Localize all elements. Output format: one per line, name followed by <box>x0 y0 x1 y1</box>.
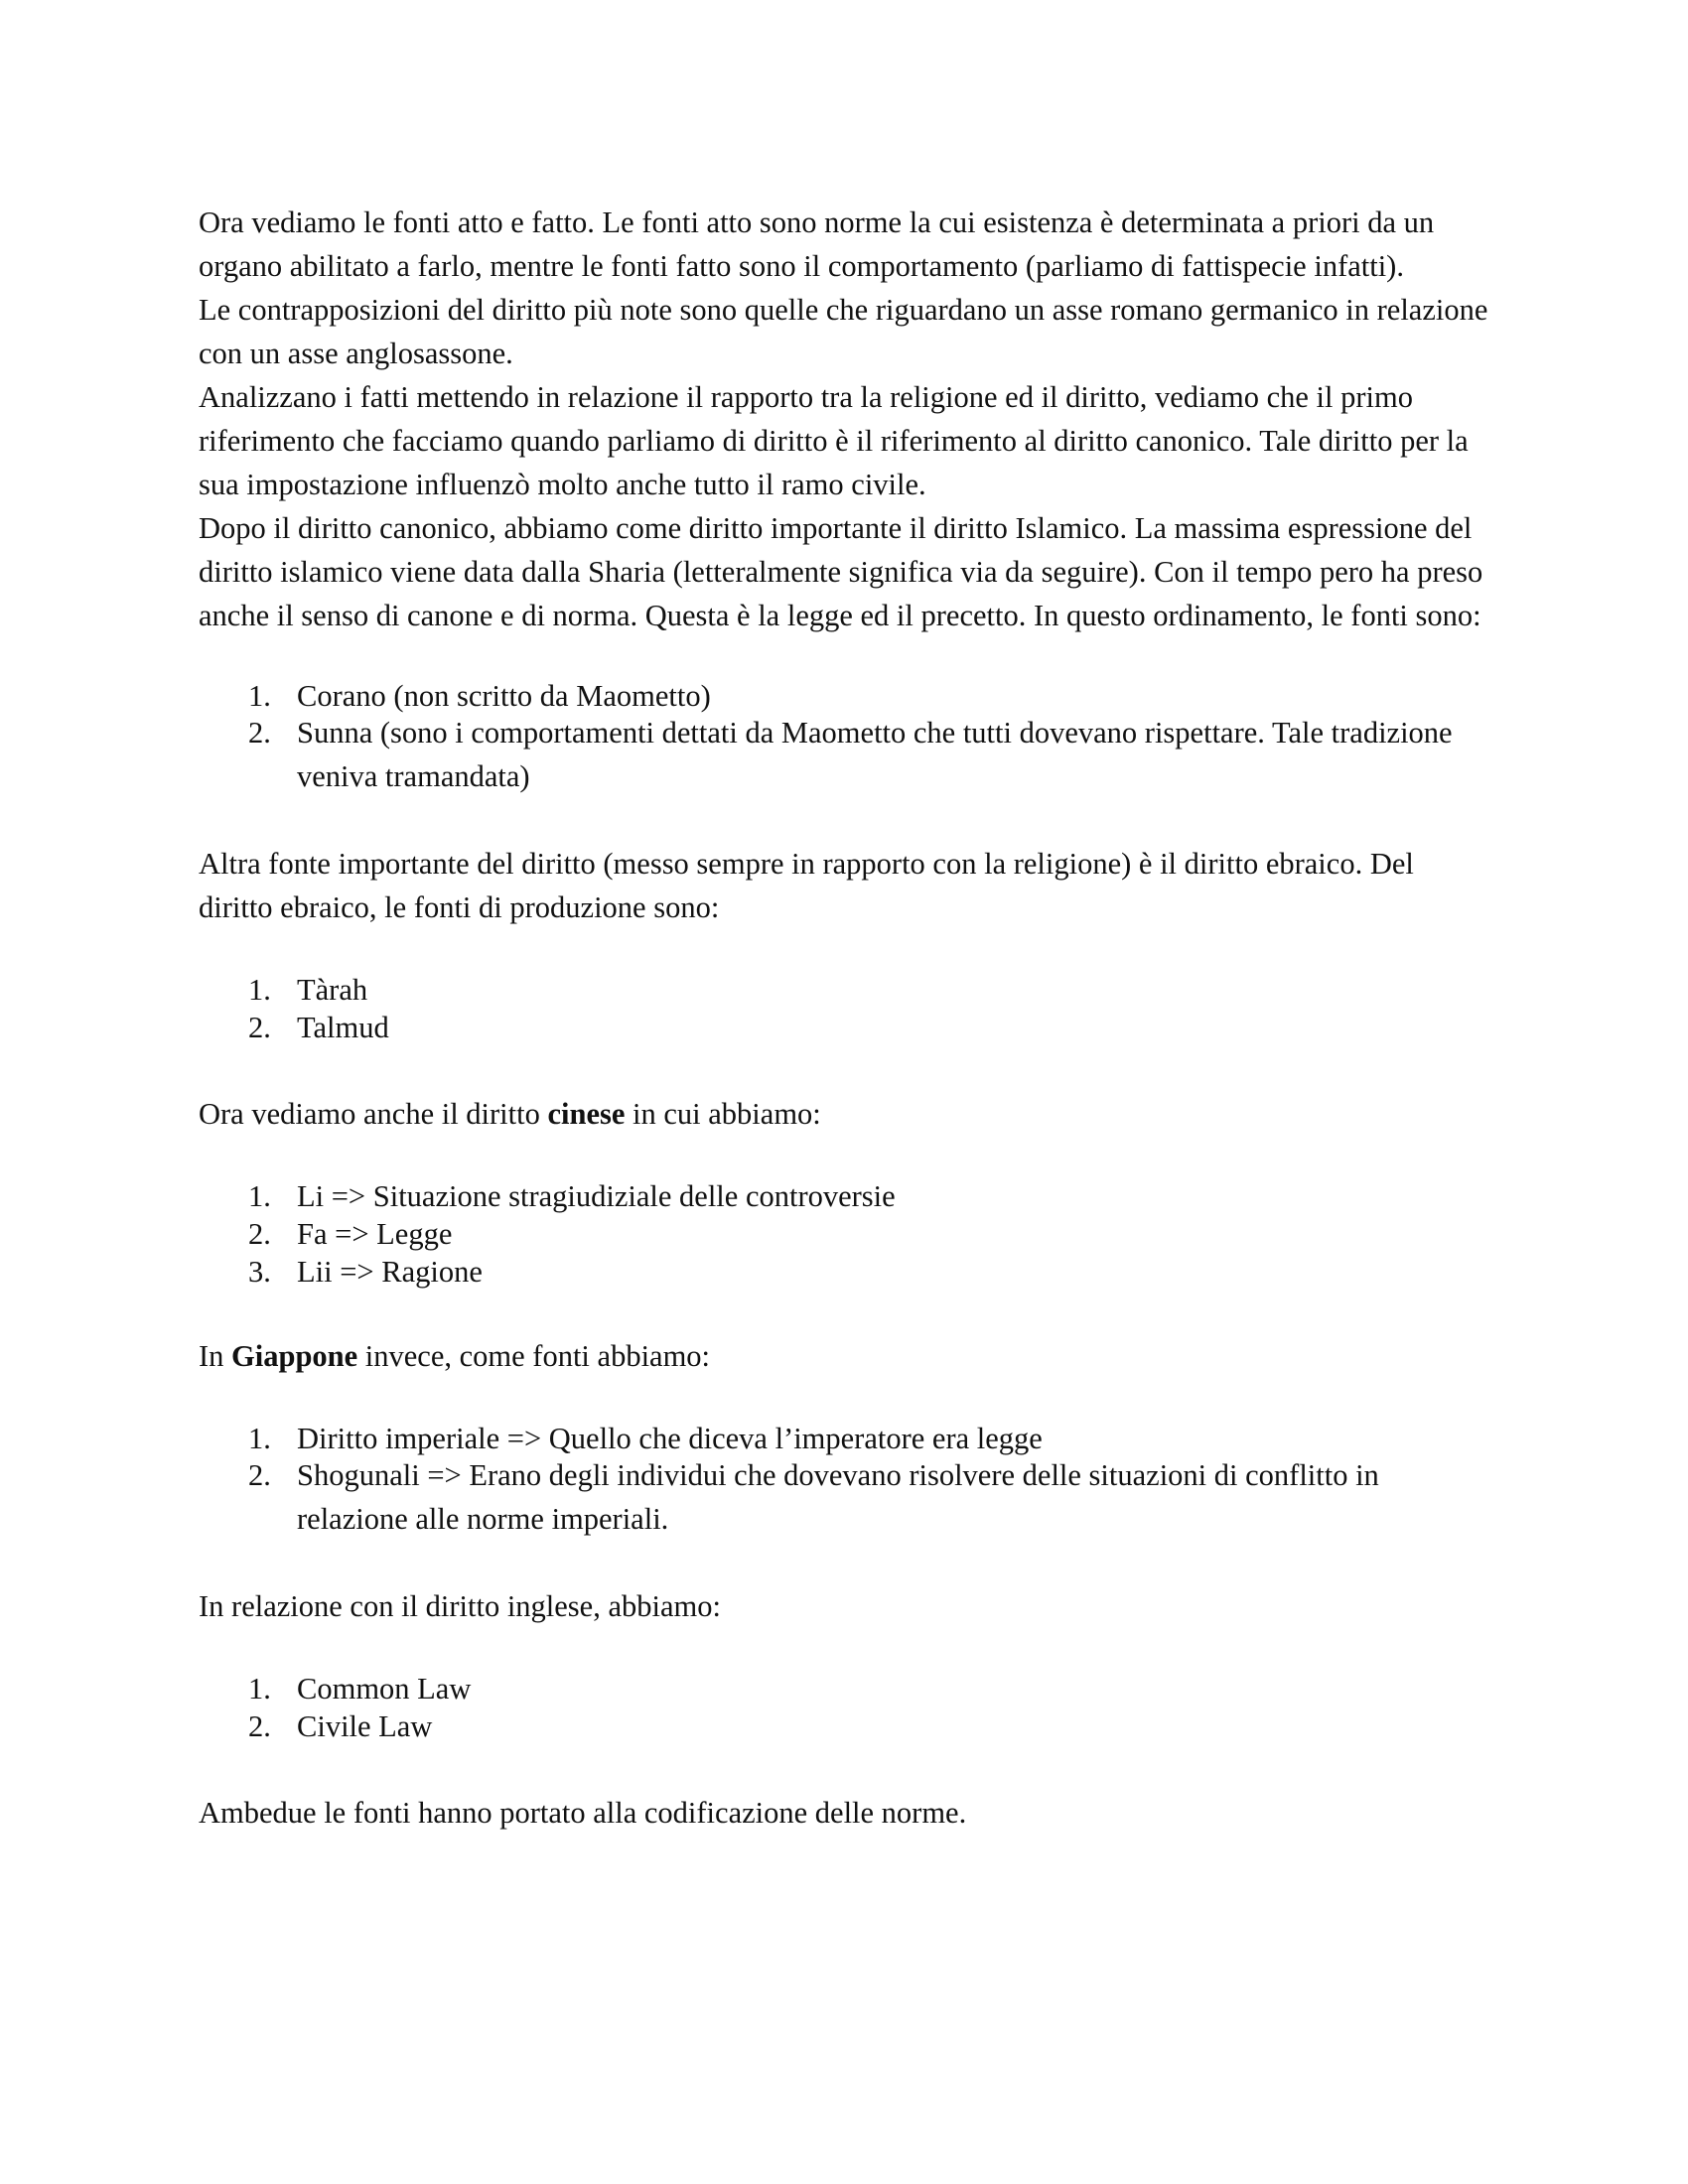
document-page <box>199 201 1489 1835</box>
list-item: 2. Civile Law <box>248 1709 433 1743</box>
list-item: 1. Corano (non scritto da Maometto) <box>248 679 711 713</box>
list-item-text: Talmud <box>297 1011 389 1044</box>
hebrew-intro-paragraph: Altra fonte importante del diritto (messo sempre in rapporto con la religione) è il diritto ebraico. Del diritto ebraico, le fonti di produzione sono: <box>199 847 1414 924</box>
conclusion-paragraph: Ambedue le fonti hanno portato alla codificazione delle norme. <box>199 1796 967 1830</box>
list-item-text: Corano (non scritto da Maometto) <box>297 679 711 713</box>
intro-paragraph-3: Analizzano i fatti mettendo in relazione il rapporto tra la religione ed il diritto, vediamo che il primo riferimento che facciamo quando parliamo di diritto è il riferimento al diritto canonico. Tale diritto per la sua impostazione influenzò molto anche tutto il ramo civile. <box>199 380 1469 501</box>
list-item-text: Civile Law <box>297 1709 433 1743</box>
list-item: 1. Li => Situazione stragiudiziale delle controversie <box>248 1179 896 1213</box>
english-intro-paragraph: In relazione con il diritto inglese, abbiamo: <box>199 1589 721 1623</box>
list-item-text: Shogunali => Erano degli individui che dovevano risolvere delle situazioni di conflitto in relazione alle norme imperiali. <box>297 1458 1379 1536</box>
chinese-intro-paragraph: Ora vediamo anche il diritto cinese in cui abbiamo: <box>199 1097 821 1131</box>
hebrew-sources-list <box>199 971 1489 1046</box>
list-item: 2. Fa => Legge <box>248 1217 453 1251</box>
intro-paragraph-2: Le contrapposizioni del diritto più note sono quelle che riguardano un asse romano germanico in relazione con un asse anglosassone. <box>199 293 1488 370</box>
list-item: 2. Sunna (sono i comportamenti dettati da Maometto che tutti dovevano rispettare. Tale tradizione veniva tramandata) <box>248 716 1453 793</box>
list-item-text: Fa => Legge <box>297 1217 453 1251</box>
list-item: 2. Talmud <box>248 1011 389 1044</box>
list-item: 1. Tàrah <box>248 973 368 1007</box>
list-item-text: Common Law <box>297 1672 472 1706</box>
list-item-text: Sunna (sono i comportamenti dettati da Maometto che tutti dovevano rispettare. Tale tradizione veniva tramandata) <box>297 716 1453 793</box>
chinese-keyword: cinese <box>547 1097 626 1131</box>
japan-sources-list <box>199 1420 1489 1541</box>
japan-intro-paragraph: In Giappone invece, come fonti abbiamo: <box>199 1339 711 1373</box>
list-item: 1. Diritto imperiale => Quello che diceva l’imperatore era legge <box>248 1422 1043 1455</box>
intro-paragraph-4: Dopo il diritto canonico, abbiamo come diritto importante il diritto Islamico. La massima espressione del diritto islamico viene data dalla Sharia (letteralmente significa via da seguire). Con il tempo pero ha preso anche il senso di canone e di norma. Questa è la legge ed il precetto. In questo ordinamento, le fonti sono: <box>199 511 1483 632</box>
list-item-text: Tàrah <box>297 973 368 1007</box>
english-sources-list <box>199 1670 1489 1745</box>
islamic-sources-list <box>199 677 1489 798</box>
japan-keyword: Giappone <box>231 1339 358 1373</box>
list-item-text: Lii => Ragione <box>297 1255 483 1289</box>
list-item: 2. Shogunali => Erano degli individui che dovevano risolvere delle situazioni di conflitto in relazione alle norme imperiali. <box>248 1458 1379 1536</box>
chinese-sources-list <box>199 1177 1489 1291</box>
list-item: 1. Common Law <box>248 1672 472 1706</box>
intro-paragraph-1: Ora vediamo le fonti atto e fatto. Le fonti atto sono norme la cui esistenza è determinata a priori da un organo abilitato a farlo, mentre le fonti fatto sono il comportamento (parliamo di fattispecie infatti). <box>199 205 1435 283</box>
list-item-text: Diritto imperiale => Quello che diceva l’imperatore era legge <box>297 1422 1043 1455</box>
list-item: 3. Lii => Ragione <box>248 1255 483 1289</box>
list-item-text: Li => Situazione stragiudiziale delle controversie <box>297 1179 896 1213</box>
